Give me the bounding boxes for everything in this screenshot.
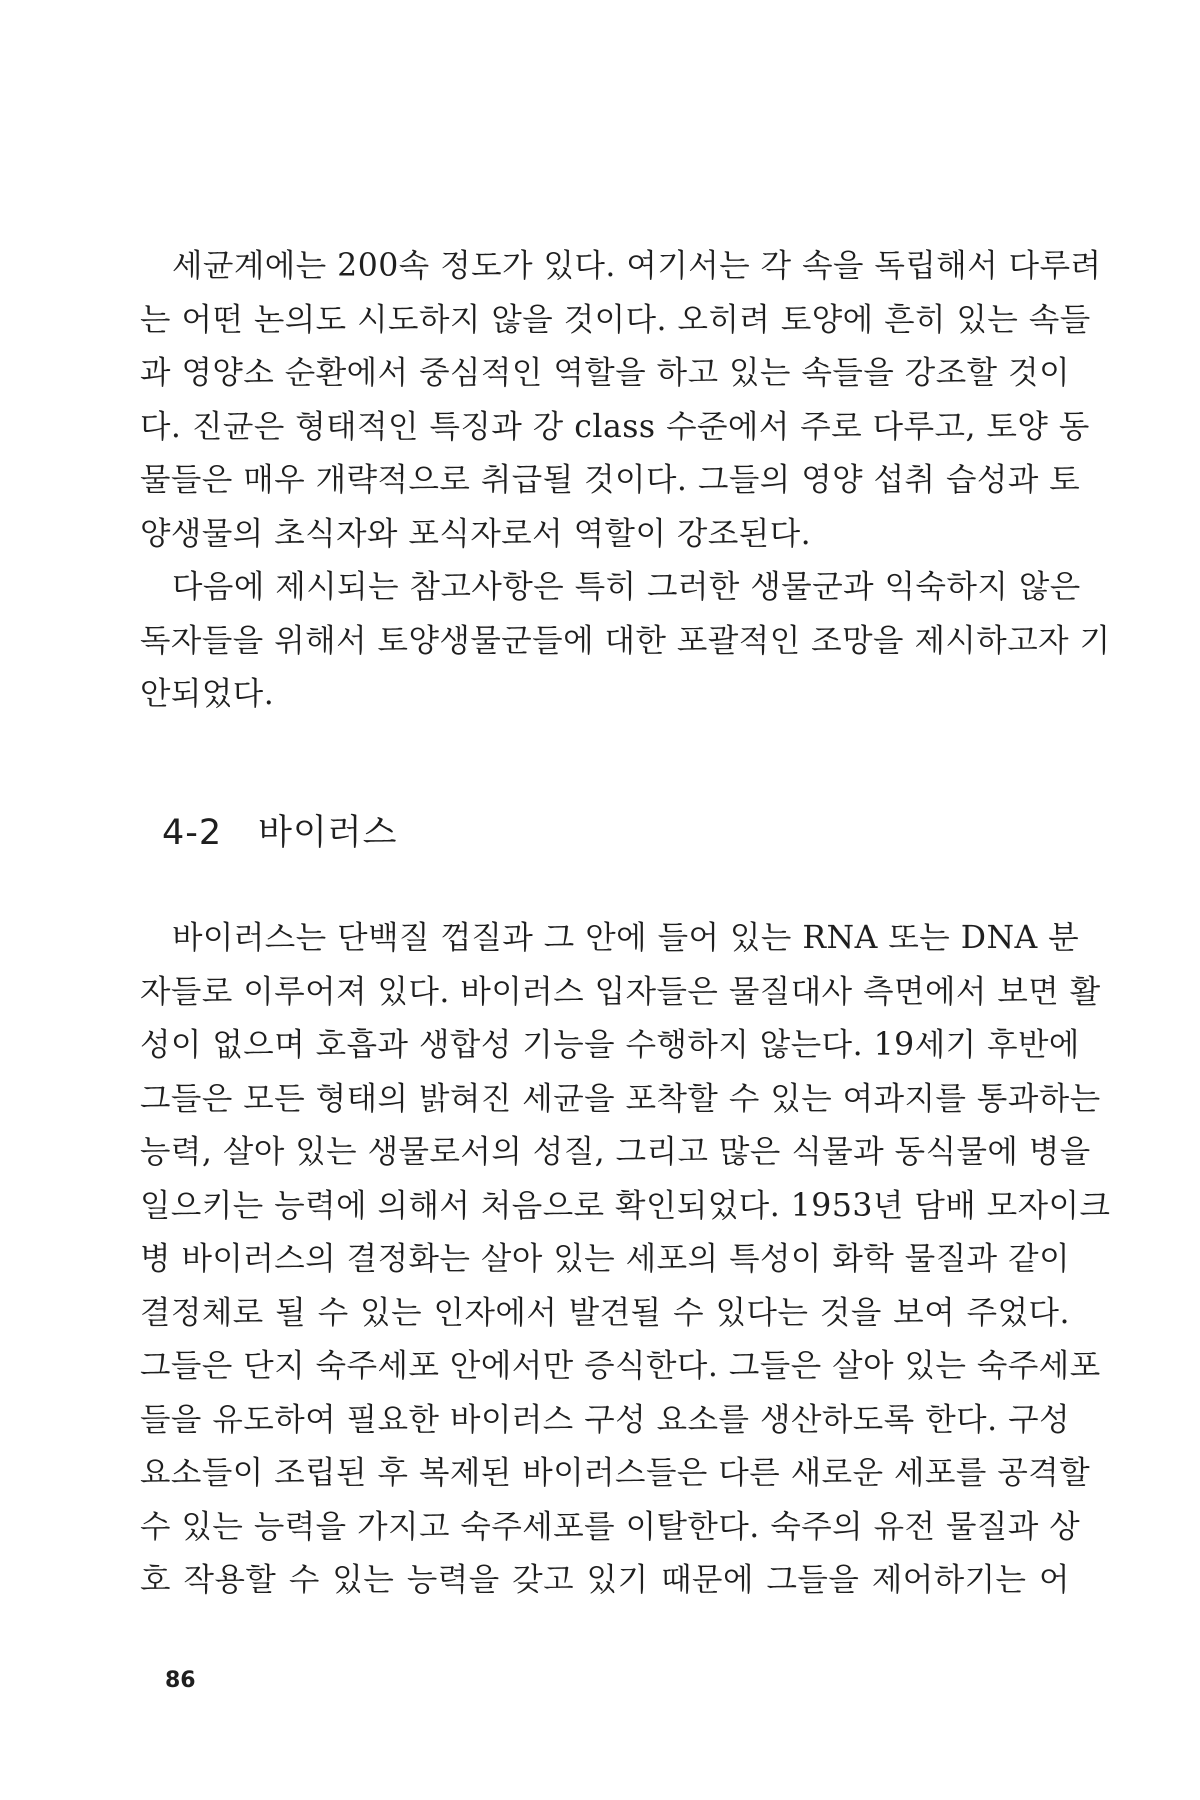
text-line: 그들은 모든 형태의 밝혀진 세균을 포착할 수 있는 여과지를 통과하는: [140, 1080, 1101, 1117]
text-line: 자들로 이루어져 있다. 바이러스 입자들은 물질대사 측면에서 보면 활: [140, 973, 1101, 1010]
virus-paragraph: [140, 912, 1111, 1608]
section-number: 4-2: [162, 813, 223, 853]
text-line: 는 어떤 논의도 시도하지 않을 것이다. 오히려 토양에 흔히 있는 속들: [140, 301, 1091, 338]
text-line: 독자들을 위해서 토양생물군들에 대한 포괄적인 조망을 제시하고자 기: [140, 622, 1111, 659]
section-title: 바이러스: [258, 813, 398, 853]
text-line: 바이러스는 단백질 껍질과 그 안에 들어 있는 RNA 또는 DNA 분: [172, 920, 1080, 956]
text-line: 수 있는 능력을 가지고 숙주세포를 이탈한다. 숙주의 유전 물질과 상: [140, 1508, 1081, 1545]
text-line: 과 영양소 순환에서 중심적인 역할을 하고 있는 속들을 강조할 것이: [140, 355, 1070, 391]
text-line: 양생물의 초식자와 포식자로서 역할이 강조된다.: [140, 515, 812, 552]
text-line: 능력, 살아 있는 생물로서의 성질, 그리고 많은 식물과 동식물에 병을: [140, 1134, 1091, 1170]
text-line: 결정체로 될 수 있는 인자에서 발견될 수 있다는 것을 보여 주었다.: [140, 1294, 1070, 1331]
text-line: 물들은 매우 개략적으로 취급될 것이다. 그들의 영양 섭취 습성과 토: [140, 462, 1081, 498]
page-number: 86: [165, 1668, 196, 1693]
section-heading: [162, 805, 397, 855]
text-line: 요소들이 조립된 후 복제된 바이러스들은 다른 새로운 세포를 공격할: [140, 1455, 1091, 1491]
text-line: 다음에 제시되는 참고사항은 특히 그러한 생물군과 익숙하지 않은: [172, 569, 1081, 605]
text-line: 그들은 단지 숙주세포 안에서만 증식한다. 그들은 살아 있는 숙주세포: [140, 1348, 1101, 1384]
text-line: 다. 진균은 형태적인 특징과 강 class 수준에서 주로 다루고, 토양 동: [140, 408, 1090, 445]
text-line: 성이 없으며 호흡과 생합성 기능을 수행하지 않는다. 19세기 후반에: [140, 1027, 1080, 1063]
text-line: 병 바이러스의 결정화는 살아 있는 세포의 특성이 화학 물질과 같이: [140, 1241, 1070, 1277]
text-line: 들을 유도하여 필요한 바이러스 구성 요소를 생산하도록 한다. 구성: [140, 1401, 1070, 1438]
text-line: 일으키는 능력에 의해서 처음으로 확인되었다. 1953년 담배 모자이크: [140, 1187, 1111, 1224]
text-line: 호 작용할 수 있는 능력을 갖고 있기 때문에 그들을 제어하기는 어: [140, 1562, 1070, 1598]
text-line: 안되었다.: [140, 676, 275, 712]
text-line: 세균계에는 200속 정도가 있다. 여기서는 각 속을 독립해서 다루려: [172, 248, 1102, 284]
intro-paragraph: [140, 240, 1102, 561]
reference-paragraph: [140, 561, 1111, 722]
